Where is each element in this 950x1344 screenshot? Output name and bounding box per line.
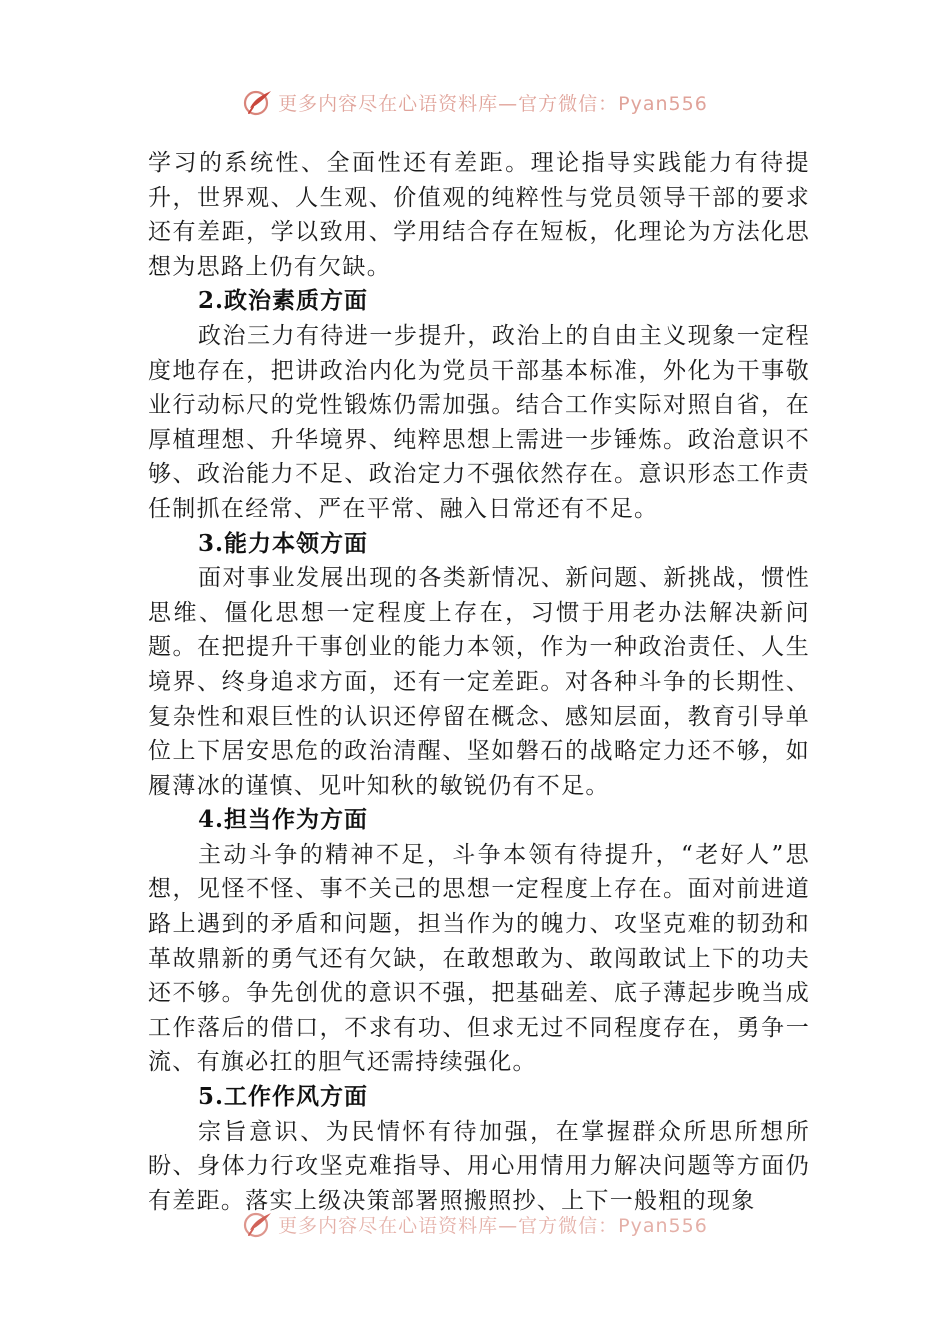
document-body bbox=[148, 146, 810, 1218]
watermark-footer bbox=[0, 1210, 950, 1238]
section-body-responsibility: 主动斗争的精神不足，斗争本领有待提升，“老好人”思想，见怪不怪、事不关己的思想一定程度上存在。面对前进道路上遇到的矛盾和问题，担当作为的魄力、攻坚克难的韧劲和革故鼎新的勇气还有欠缺，在敢想敢为、敢闯敢试上下的功夫还不够。争先创优的意识不强，把基础差、底子薄起步晚当成工作落后的借口，不求有功、但求无过不同程度存在，勇争一流、有旗必扛的胆气还需持续强化。 bbox=[148, 841, 810, 1076]
watermark-text: 更多内容尽在心语资料库—官方微信：Pyan556 bbox=[278, 1214, 708, 1237]
section-body-political: 政治三力有待进一步提升，政治上的自由主义现象一定程度地存在，把讲政治内化为党员干部基本标准，外化为干事敬业行动标尺的党性锻炼仍需加强。结合工作实际对照自省，在厚植理想、升华境界、纯粹思想上需进一步锤炼。政治意识不够、政治能力不足、政治定力不强依然存在。意识形态工作责任制抓在经常、严在平常、融入日常还有不足。 bbox=[148, 322, 810, 522]
watermark-text: 更多内容尽在心语资料库—官方微信：Pyan556 bbox=[278, 92, 708, 115]
section-body-ability: 面对事业发展出现的各类新情况、新问题、新挑战，惯性思维、僵化思想一定程度上存在，习惯于用老办法解决新问题。在把提升干事创业的能力本领，作为一种政治责任、人生境界、终身追求方面，还有一定差距。对各种斗争的长期性、复杂性和艰巨性的认识还停留在概念、感知层面，教育引导单位上下居安思危的政治清醒、坚如磐石的战略定力还不够，如履薄冰的谨慎、见叶知秋的敏锐仍有不足。 bbox=[148, 565, 810, 799]
section-heading-responsibility: 4.担当作为方面 bbox=[198, 806, 369, 834]
section-heading-political: 2.政治素质方面 bbox=[198, 287, 369, 315]
watermark-header bbox=[0, 88, 950, 116]
section-body-work-style: 宗旨意识、为民情怀有待加强，在掌握群众所思所想所盼、身体力行攻坚克难指导、用心用情用力解决问题等方面仍有差距。落实上级决策部署照搬照抄、上下一般粗的现象 bbox=[148, 1118, 810, 1214]
quill-logo-icon bbox=[242, 88, 274, 116]
section-heading-work-style: 5.工作作风方面 bbox=[198, 1083, 369, 1111]
section-heading-ability: 3.能力本领方面 bbox=[198, 529, 369, 557]
quill-logo-icon bbox=[242, 1210, 274, 1238]
continuation-paragraph: 学习的系统性、全面性还有差距。理论指导实践能力有待提升，世界观、人生观、价值观的纯粹性与党员领导干部的要求还有差距，学以致用、学用结合存在短板，化理论为方法化思想为思路上仍有欠缺。 bbox=[148, 150, 810, 280]
